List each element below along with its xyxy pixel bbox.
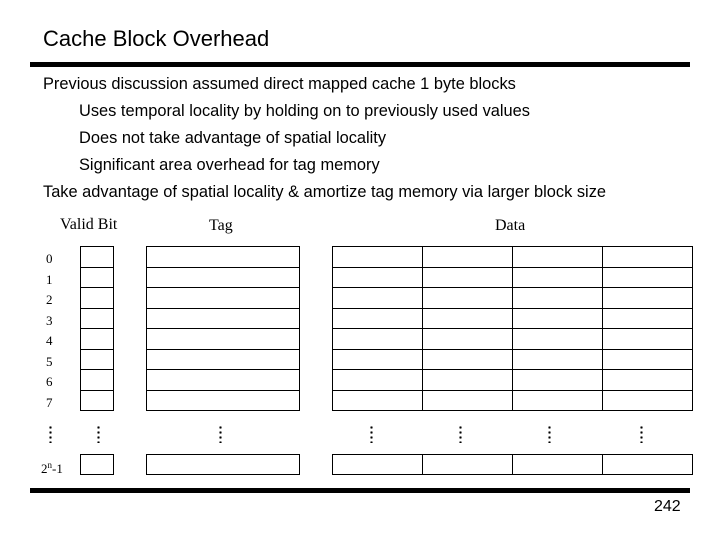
data-cell [422,287,513,309]
row-label: 3 [46,312,53,328]
valid-bit-cell [80,328,114,350]
data-cell [422,349,513,371]
data-cell [422,369,513,391]
data-cell [602,287,693,309]
tag-header: Tag [209,217,233,234]
vertical-ellipsis-icon [370,425,373,443]
vertical-ellipsis-icon [640,425,643,443]
slide-title: Cache Block Overhead [43,26,270,51]
data-cell [332,267,423,289]
data-cell [602,246,693,268]
valid-bit-cell [80,454,114,475]
valid-bit-header: Valid Bit [60,216,118,233]
data-cell [512,390,603,412]
data-cell [332,287,423,309]
vertical-ellipsis-icon [219,425,222,443]
data-header: Data [495,217,526,234]
data-cell [422,390,513,412]
bullet-item: Take advantage of spatial locality & amortize tag memory via larger block size [43,183,607,201]
data-cell [422,454,513,475]
bullet-item: Significant area overhead for tag memory [79,156,380,174]
data-cell [422,246,513,268]
bullet-item: Uses temporal locality by holding on to previously used values [79,102,530,120]
data-cell [332,308,423,330]
data-cell [512,267,603,289]
valid-bit-cell [80,246,114,268]
tag-cell [146,246,300,268]
data-cell [422,267,513,289]
vertical-ellipsis-icon [459,425,462,443]
data-cell [332,369,423,391]
row-label: 7 [46,394,53,410]
data-cell [512,454,603,475]
last-row-label-exp: n [47,460,52,470]
data-cell [332,349,423,371]
tag-cell [146,287,300,309]
last-row-label [41,458,63,476]
last-row-label-suffix: -1 [52,461,63,476]
row-label: 6 [46,374,53,389]
tag-cell [146,328,300,350]
data-cell [602,328,693,350]
bullet-item: Does not take advantage of spatial locality [79,129,387,147]
valid-bit-cell [80,390,114,412]
tag-cell [146,390,300,412]
valid-bit-cell [80,308,114,330]
data-cell [332,454,423,475]
data-cell [422,328,513,350]
row-label: 5 [46,353,53,369]
data-cell [602,390,693,412]
valid-bit-cell [80,267,114,289]
data-cell [512,308,603,330]
vertical-ellipsis-icon [548,425,551,443]
data-cell [332,246,423,268]
data-cell [602,369,693,391]
vertical-ellipsis-icon [97,425,100,443]
data-cell [332,390,423,412]
tag-cell [146,369,300,391]
last-row-label-base: 2 [41,461,48,476]
valid-bit-cell [80,349,114,371]
data-cell [512,246,603,268]
title-rule [30,62,690,67]
tag-cell [146,308,300,330]
valid-bit-cell [80,287,114,309]
data-cell [422,308,513,330]
data-cell [512,349,603,371]
tag-cell [146,267,300,289]
data-cell [602,308,693,330]
data-cell [512,287,603,309]
footer-rule [30,488,690,493]
data-cell [602,349,693,371]
bullet-item: Previous discussion assumed direct mapped cache 1 byte blocks [43,75,516,93]
row-label: 1 [46,271,53,287]
tag-cell [146,454,300,475]
row-label: 2 [46,292,53,307]
data-cell [602,454,693,475]
row-label: 0 [46,251,53,266]
data-cell [512,369,603,391]
page-number: 242 [654,498,681,515]
data-cell [602,267,693,289]
data-cell [332,328,423,350]
row-label: 4 [46,333,53,348]
data-cell [512,328,603,350]
valid-bit-cell [80,369,114,391]
tag-cell [146,349,300,371]
vertical-ellipsis-icon [49,425,52,443]
